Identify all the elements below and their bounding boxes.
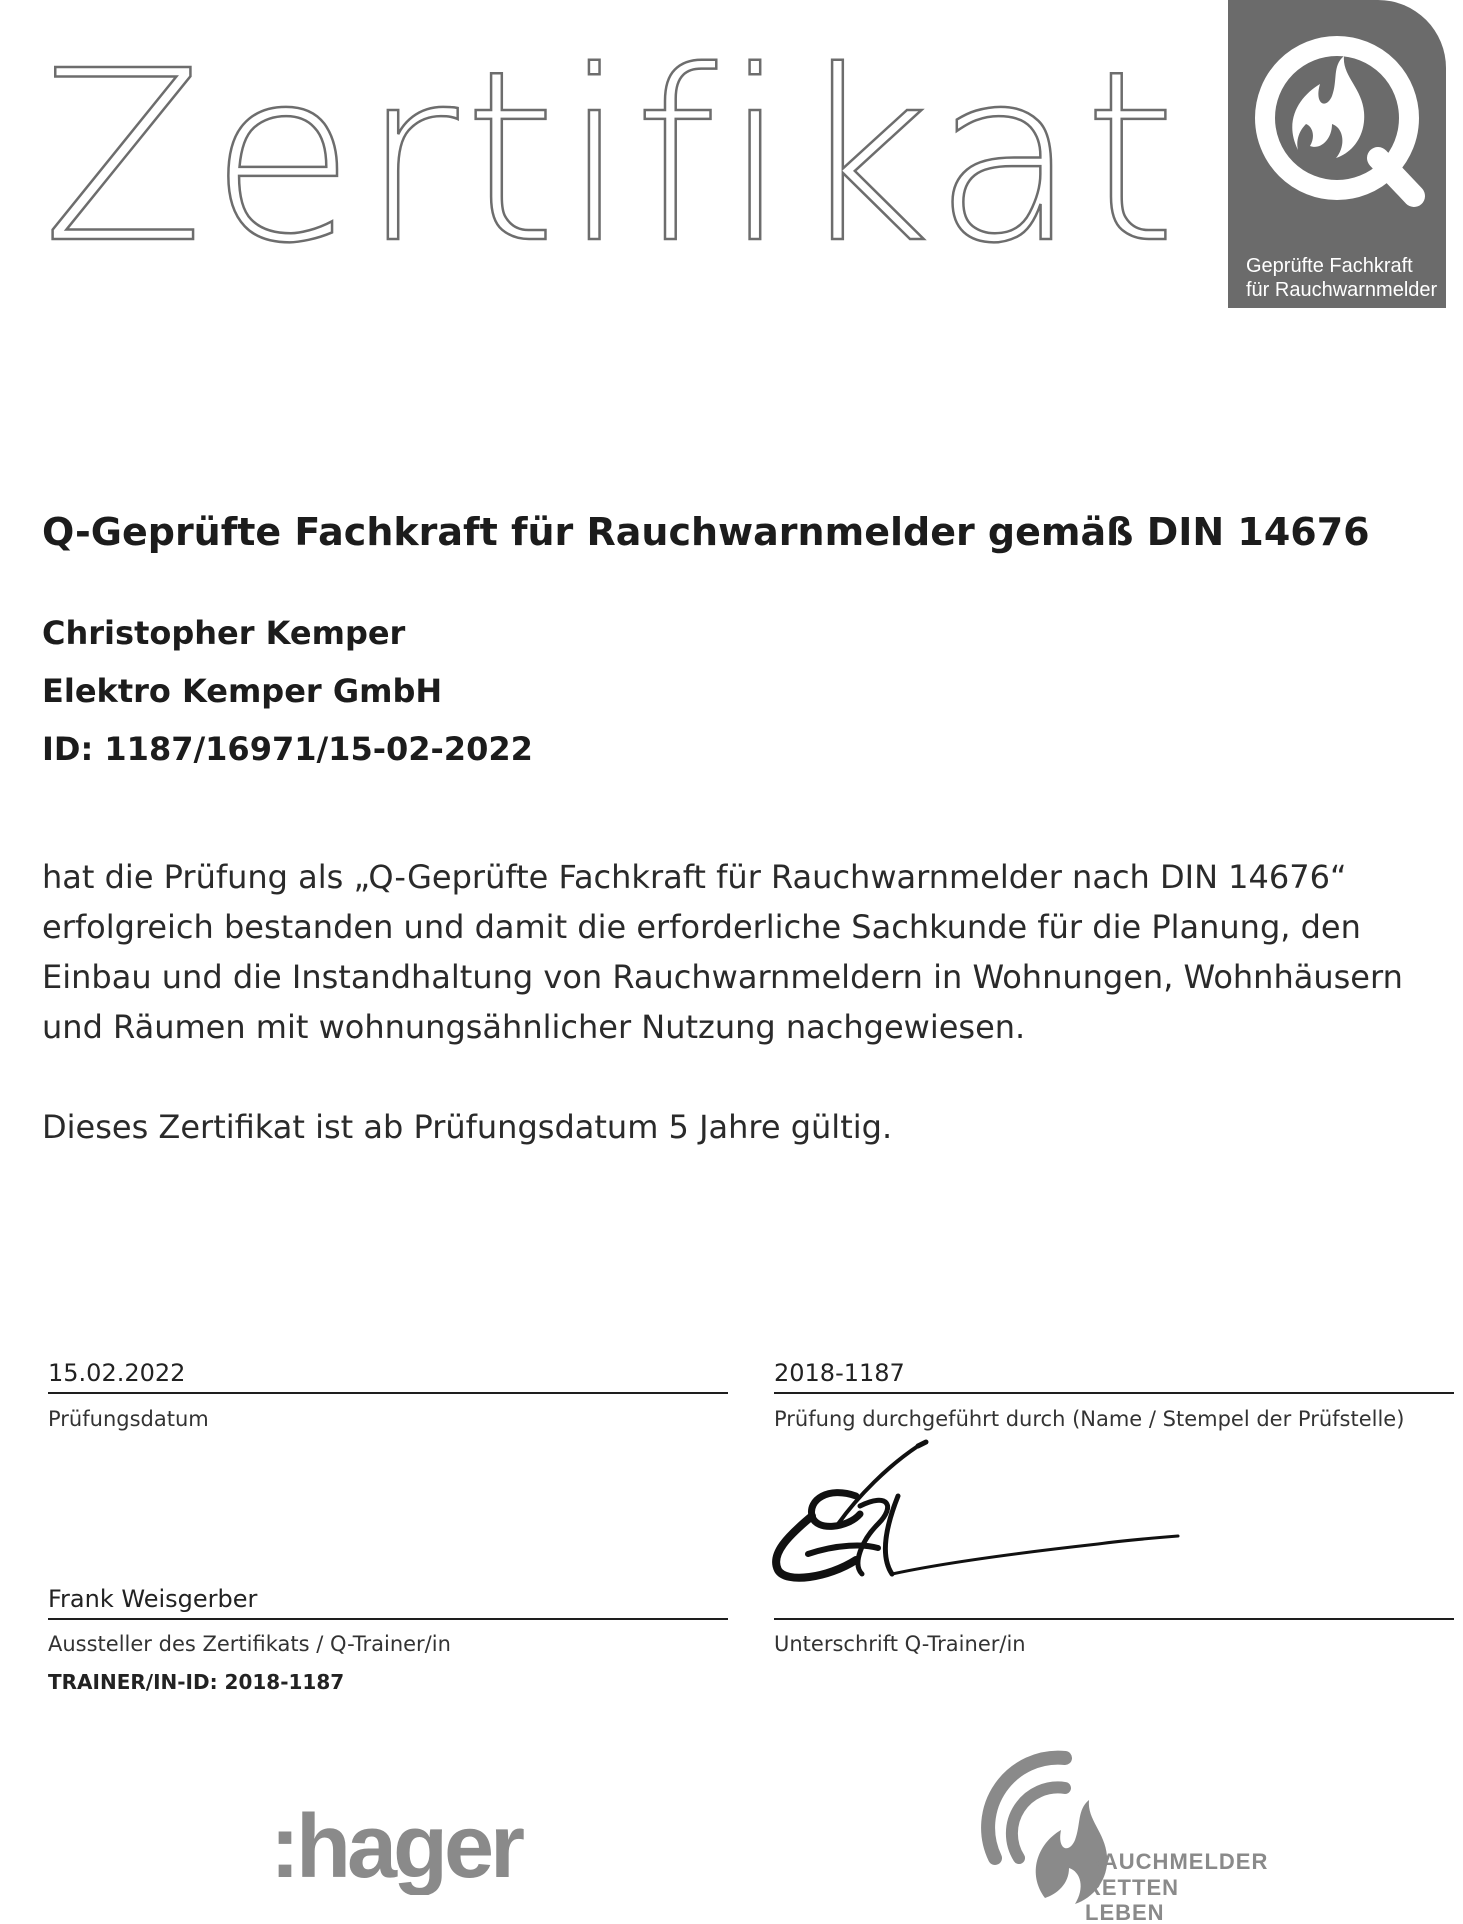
exam-date-line [48, 1392, 728, 1394]
examiner-line [774, 1392, 1454, 1394]
signature-line [774, 1618, 1454, 1620]
hager-logo [270, 1805, 546, 1895]
rauchmelder-retten-leben-logo [965, 1748, 1285, 1920]
certificate-id: ID: 1187/16971/15-02-2022 [42, 730, 533, 768]
q-badge-logo [1228, 0, 1446, 308]
exam-date-label: Prüfungsdatum [48, 1407, 209, 1431]
recipient-company: Elektro Kemper GmbH [42, 672, 443, 710]
badge-line-2: für Rauchwarnmelder [1246, 279, 1438, 301]
examiner-label: Prüfung durchgeführt durch (Name / Stempel der Prüfstelle) [774, 1407, 1405, 1431]
issuer-value: Frank Weisgerber [48, 1585, 258, 1613]
certificate-title: Q-Geprüfte Fachkraft für Rauchwarnmelder gemäß DIN 14676 [42, 510, 1370, 554]
certificate-heading: Zertifikat [42, 20, 1183, 295]
campaign-line-2: RETTEN [1085, 1875, 1179, 1900]
trainer-signature [768, 1436, 1188, 1596]
issuer-line [48, 1618, 728, 1620]
hager-logo-text: :hager [270, 1805, 522, 1895]
campaign-line-1: RAUCHMELDER [1085, 1849, 1269, 1874]
examiner-value: 2018-1187 [774, 1359, 905, 1387]
campaign-line-3: LEBEN [1085, 1900, 1165, 1920]
signature-label: Unterschrift Q-Trainer/in [774, 1632, 1026, 1656]
validity-note: Dieses Zertifikat ist ab Prüfungsdatum 5 Jahre gültig. [42, 1108, 893, 1146]
exam-date-value: 15.02.2022 [48, 1359, 186, 1387]
badge-line-1: Geprüfte Fachkraft [1246, 255, 1413, 277]
issuer-label: Aussteller des Zertifikats / Q-Trainer/in [48, 1632, 451, 1656]
certificate-body: hat die Prüfung als „Q-Geprüfte Fachkraft für Rauchwarnmelder nach DIN 14676“ erfolgreich bestanden und damit die erforderliche Sachkunde für die Planung, den Einbau und die Instandhaltung von Rauchwarnmeldern in Wohnungen, Wohnhäusern und Räumen mit wohnungsähnlicher Nutzung nachgewiesen. [42, 858, 1403, 1046]
recipient-name: Christopher Kemper [42, 614, 406, 652]
trainer-id: TRAINER/IN-ID: 2018-1187 [48, 1670, 345, 1694]
